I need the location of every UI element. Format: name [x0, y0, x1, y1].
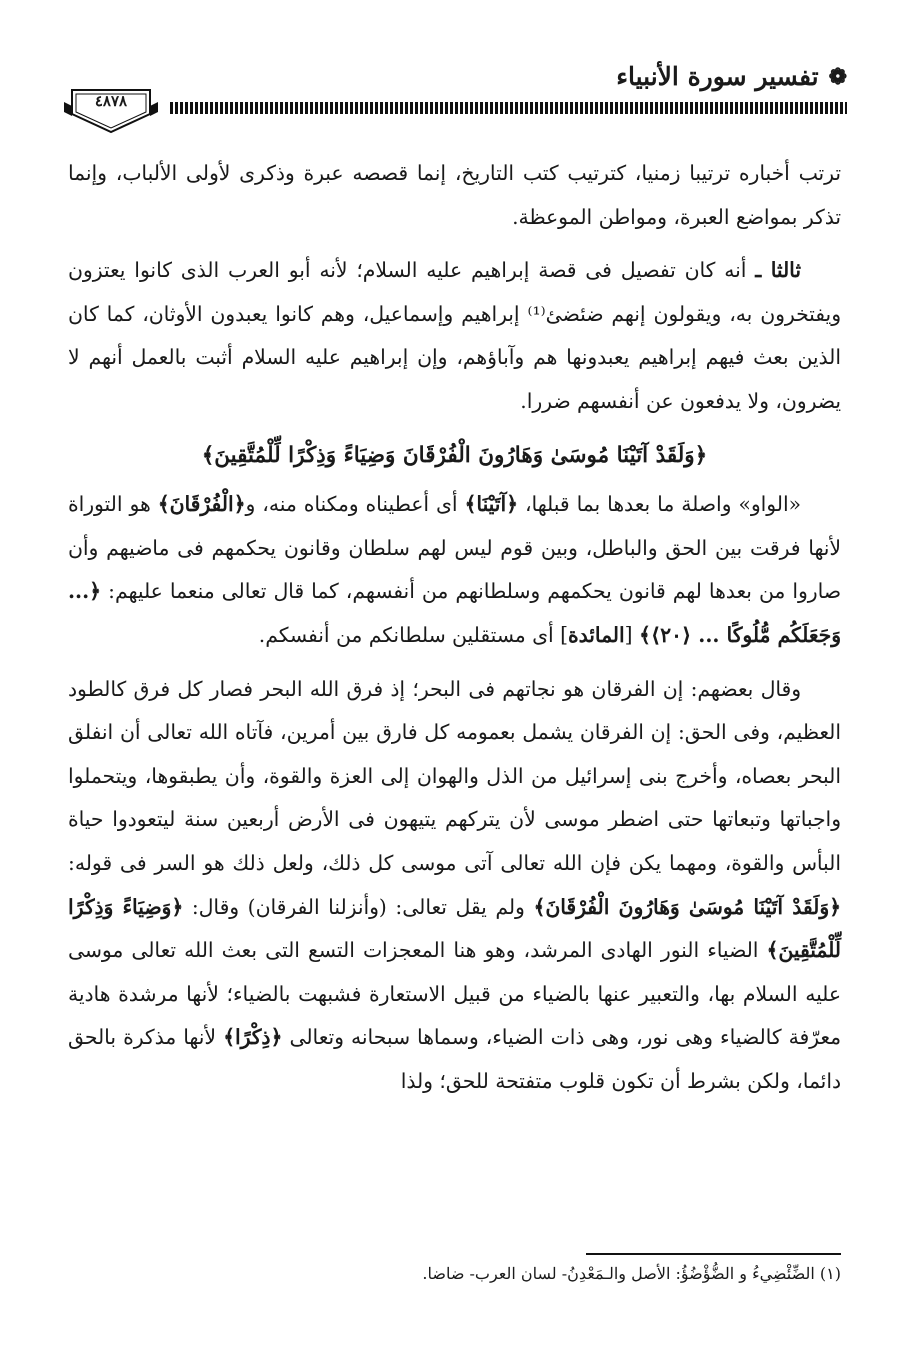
- text-run: هو التوراة لأنها فرقت بين الحق والباطل، وبين قوم ليس لهم سلطان وقانون يحكمهم فى ماضيهم وأن صاروا من بعدها لهم قانون يحكمهم وسلطانهم من أنفسهم، كما قال تعالى منعما عليهم:: [68, 492, 841, 604]
- text-run: ] أى مستقلين سلطانكم من أنفسكم.: [258, 622, 568, 647]
- text-run: الضياء النور الهادى المرشد، وهو هنا المعجزات التسع التى بعث الله تعالى موسى عليه السلام بها، والتعبير عنها بالضياء من قبيل الاستعارة فشبهت بالضياء؛ لأنها مرشدة هادية معرّفة كالضياء وهى نور، وهى ذات الضياء، وسماها سبحانه وتعالى: [68, 938, 842, 1050]
- text-run: وقال بعضهم: إن الفرقان هو نجاتهم فى البحر؛ إذ فرق الله البحر فصار كل فرق كالطود العظيم، وفى الحق: إن الفرقان يشمل بعمومه كل فارق بين أمرين، فآتاه الله تعالى أن انفلق البحر بعصاه، وأخرج بنى إسرائيل من الذل والهوان إلى العزة والقوة، وأن يطبقوها، ويتحملوا واجباتها وتبعاتها حتى اضطر موسى لأن يتركهم يتيهون فى الأرض أربعين سنة ليتعودوا حياة البأس والقوة، ومهما يكن فإن الله تعالى آتى موسى كل ذلك، ولعل ذلك هو السر فى قوله:: [68, 676, 841, 875]
- surah-name: المائدة: [567, 622, 625, 647]
- paragraph-2: [68, 249, 841, 423]
- paragraph-lead: ثالثا ـ: [755, 258, 802, 283]
- paragraph-3: [68, 483, 841, 657]
- footnote: (١) الضِّئْضِيءُ و الضُّؤْضُؤُ: الأصل والـمَعْدِنُ- لسان العرب- ضاضا.: [422, 1264, 841, 1283]
- quran-verse: ﴿وَلَقَدْ آتَيْنَا مُوسَىٰ وَهَارُونَ الْفُرْقَانَ وَضِيَاءً وَذِكْرًا لِّلْمُتَّقِينَ﴾: [201, 442, 708, 468]
- page-header: [62, 52, 847, 132]
- text-run: أى أعطيناه ومكناه منه، و: [245, 492, 465, 517]
- page-body: [68, 152, 841, 1113]
- page-number: ٤٨٧٨: [94, 92, 128, 110]
- flower-ornament-icon: ❁: [828, 64, 847, 90]
- book-title: تفسير سورة الأنبياء: [616, 62, 819, 91]
- quran-quote: ﴿آتَيْنَا﴾: [464, 492, 518, 517]
- text-run: «الواو» واصلة ما بعدها بما قبلها،: [517, 492, 801, 517]
- paragraph-1: ترتب أخباره ترتيبا زمنيا، كترتيب كتب التاريخ، إنما قصصه عبرة وذكرى لأولى الألباب، وإنما تذكر بمواضع العبرة، ومواطن الموعظة.: [68, 161, 841, 229]
- quran-quote: ﴿وَضِيَاءً وَذِكْرًا لِّلْمُتَّقِينَ﴾: [68, 894, 841, 963]
- quran-quote: ﴿الْفُرْقَانَ﴾: [157, 492, 246, 517]
- text-run: لأنها مذكرة بالحق دائما، ولكن بشرط أن تكون قلوب متفتحة للحق؛ ولذا: [68, 1025, 841, 1093]
- quran-quote: ﴿... وَجَعَلَكُم مُّلُوكًا ... ⟨٢٠⟩﴾: [68, 579, 841, 647]
- paragraph-2-text: أنه كان تفصيل فى قصة إبراهيم عليه السلام؛ لأنه أبو العرب الذى كانوا يعتزون ويفتخرون به، ويقولون إنهم ضئضئ⁽¹⁾ إبراهيم وإسماعيل، وهم كانوا يعبدون الأوثان، كما كان الذين بعث فيهم إبراهيم يعبدونها هم وآباؤهم، وإن إبراهيم عليه السلام أثبت بالعمل أنهم لا يضرون، ولا يدفعون عن أنفسهم ضررا.: [68, 258, 841, 413]
- header-rule: [170, 102, 847, 114]
- text-run: ولم يقل تعالى: (وأنزلنا الفرقان) وقال:: [183, 894, 534, 919]
- page-number-badge: [62, 84, 160, 136]
- text-run: [: [624, 622, 639, 647]
- quran-quote: ﴿ذِكْرًا﴾: [223, 1025, 283, 1050]
- paragraph-4: [68, 668, 841, 1104]
- footnote-rule: [586, 1253, 841, 1255]
- quran-quote: ﴿وَلَقَدْ آتَيْنَا مُوسَىٰ وَهَارُونَ الْفُرْقَانَ﴾: [533, 894, 841, 919]
- running-title: [616, 62, 847, 92]
